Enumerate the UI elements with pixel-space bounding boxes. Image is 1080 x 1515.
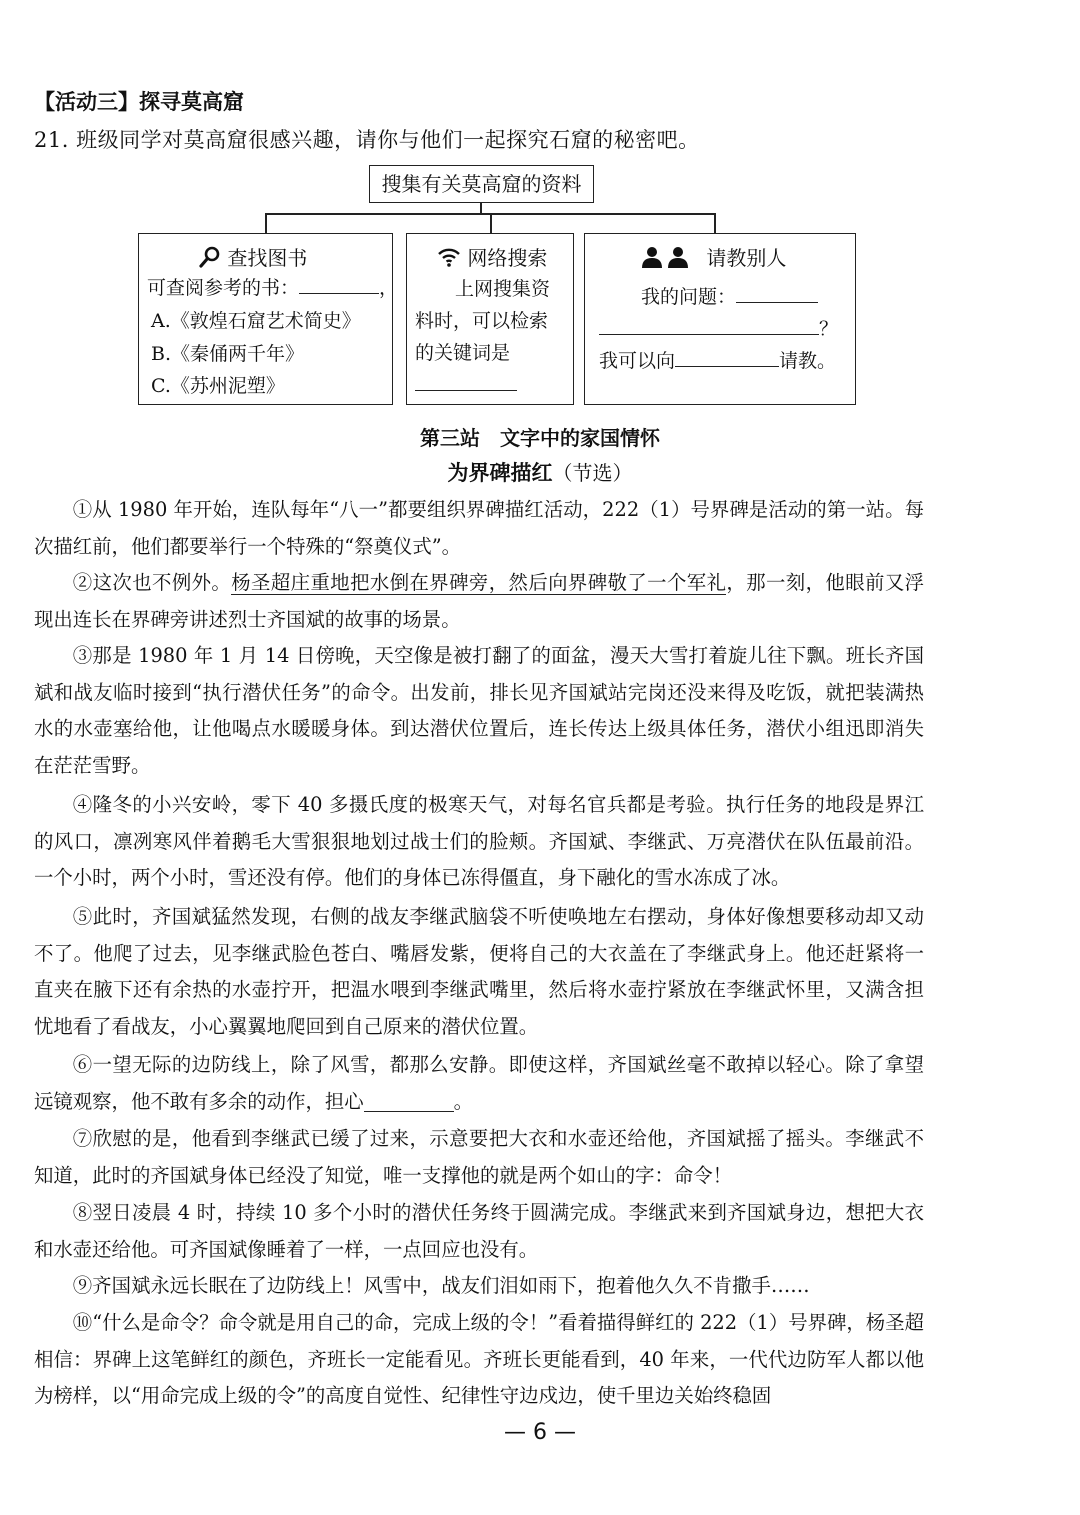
my-question-label: 我的问题： — [641, 286, 737, 308]
keyword-blank[interactable] — [415, 370, 517, 391]
answer-blank[interactable] — [299, 273, 379, 294]
page-number: — 6 — — [504, 1420, 576, 1445]
people-icon — [640, 246, 692, 273]
magnifier-icon — [199, 246, 221, 273]
books-prompt-suffix: ， — [379, 277, 399, 299]
person-blank[interactable] — [675, 346, 779, 367]
paragraph-2-end: ，那一刻，他眼前又浮现出连长在界碑旁讲述烈士齐国斌的故事的场景。 — [34, 571, 925, 631]
answer-blank-6[interactable] — [364, 1089, 454, 1112]
web-search-line-2: 料时，可以检索 — [415, 310, 549, 332]
diagram-top-box: 搜集有关莫高窟的资料 — [369, 165, 594, 203]
paragraph-10: ⑩“什么是命令？命令就是用自己的命，完成上级的令！”看着描得鲜红的 222（1）号界碑，杨圣超相信：界碑上这笔鲜红的颜色，齐班长一定能看见。齐班长更能看到，40 年来，一代代边防军人都以他为榜样，以“用命完成上级的令”的高度自觉性、纪律性守边戍边，使千里边关始终稳固 — [34, 1311, 924, 1407]
paragraph-1: ①从 1980 年开始，连队每年“八一”都要组织界碑描红活动，222（1）号界碑是活动的第一站。每次描红前，他们都要举行一个特殊的“祭奠仪式”。 — [34, 498, 924, 558]
article-title-text: 为界碑描红 — [447, 461, 553, 485]
web-search-line-3: 的关键词是 — [415, 342, 511, 364]
connector-line — [265, 213, 267, 234]
section-title: 第三站 文字中的家国情怀 — [420, 426, 660, 450]
paragraph-9: ⑨齐国斌永远长眠在了边防线上！风雪中，战友们泪如雨下，抱着他久久不肯撒手…… — [72, 1274, 810, 1297]
ask-others-box — [584, 233, 856, 405]
ask-others-title: 请教别人 — [706, 246, 787, 270]
connector-line — [490, 213, 492, 234]
article-subtitle: （节选） — [552, 461, 633, 485]
underlined-sentence: 杨圣超庄重地把水倒在界碑旁，然后向界碑敬了一个军礼 — [231, 571, 727, 594]
paragraph-3: ③那是 1980 年 1 月 14 日傍晚，天空像是被打翻了的面盆，漫天大雪打着旋儿往下飘。班长齐国斌和战友临时接到“执行潜伏任务”的命令。出发前，排长见齐国斌站完岗还没来得及吃饭，就把装满热水的水壶塞给他，让他喝点水暖暖身体。到达潜伏位置后，连长传达上级具体任务，潜伏小组迅即消失在茫茫雪野。 — [34, 644, 924, 777]
article-title — [0, 457, 1080, 487]
activity-heading: 【活动三】探寻莫高窟 — [34, 90, 244, 114]
web-search-box — [406, 233, 574, 405]
paragraph-2 — [34, 565, 924, 638]
connector-line — [714, 213, 716, 234]
books-prompt: 可查阅参考的书： — [147, 277, 300, 299]
web-search-title: 网络搜索 — [467, 246, 548, 270]
paragraph-5: ⑤此时，齐国斌猛然发现，右侧的战友李继武脑袋不听使唤地左右摆动，身体好像想要移动却又动不了。他爬了过去，见李继武脸色苍白、嘴唇发紫，便将自己的大衣盖在了李继武身上。他还赶紧将一直夹在腋下还有余热的水壶拧开，把温水喂到李继武嘴里，然后将水壶拧紧放在李继武怀里，又满含担忧地看了看战友，小心翼翼地爬回到自己原来的潜伏位置。 — [34, 905, 924, 1038]
find-books-title: 查找图书 — [227, 246, 308, 270]
book-option-c: C.《苏州泥塑》 — [151, 375, 285, 397]
book-option-b: B.《秦俑两千年》 — [151, 343, 305, 365]
find-books-box — [138, 233, 399, 405]
paragraph-7: ⑦欣慰的是，他看到李继武已缓了过来，示意要把大衣和水壶还给他，齐国斌摇了摇头。李继武不知道，此时的齐国斌身体已经没了知觉，唯一支撑他的就是两个如山的字：命令！ — [34, 1127, 924, 1187]
question-blank-continued[interactable] — [599, 314, 819, 335]
question-end: ？ — [819, 318, 839, 340]
paragraph-8: ⑧翌日凌晨 4 时，持续 10 多个小时的潜伏任务终于圆满完成。李继武来到齐国斌身边，想把大衣和水壶还给他。可齐国斌像睡着了一样，一点回应也没有。 — [34, 1201, 924, 1261]
paragraph-4: ④隆冬的小兴安岭，零下 40 多摄氏度的极寒天气，对每名官兵都是考验。执行任务的地段是界江的风口，凛冽寒风伴着鹅毛大雪狠狠地划过战士们的脸颊。齐国斌、李继武、万亮潜伏在队伍最前沿。一个小时，两个小时，雪还没有停。他们的身体已冻得僵直，身下融化的雪水冻成了冰。 — [34, 793, 924, 889]
book-option-a: A.《敦煌石窟艺术简史》 — [151, 310, 361, 332]
paragraph-6 — [34, 1047, 924, 1120]
paragraph-6-text: ⑥一望无际的边防线上，除了风雪，都那么安静。即使这样，齐国斌丝毫不敢掉以轻心。除了拿望远镜观察，他不敢有多余的动作，担心 — [34, 1053, 924, 1113]
question-blank[interactable] — [736, 282, 818, 303]
ask-prefix: 我可以向 — [599, 350, 676, 372]
wifi-icon — [437, 247, 461, 272]
paragraph-2-start: ②这次也不例外。 — [72, 571, 232, 594]
web-search-line-1: 上网搜集资 — [455, 278, 551, 300]
question-21: 21. 班级同学对莫高窟很感兴趣，请你与他们一起探究石窟的秘密吧。 — [34, 128, 700, 152]
ask-suffix: 请教。 — [779, 350, 837, 372]
paragraph-6-end: 。 — [453, 1089, 474, 1113]
